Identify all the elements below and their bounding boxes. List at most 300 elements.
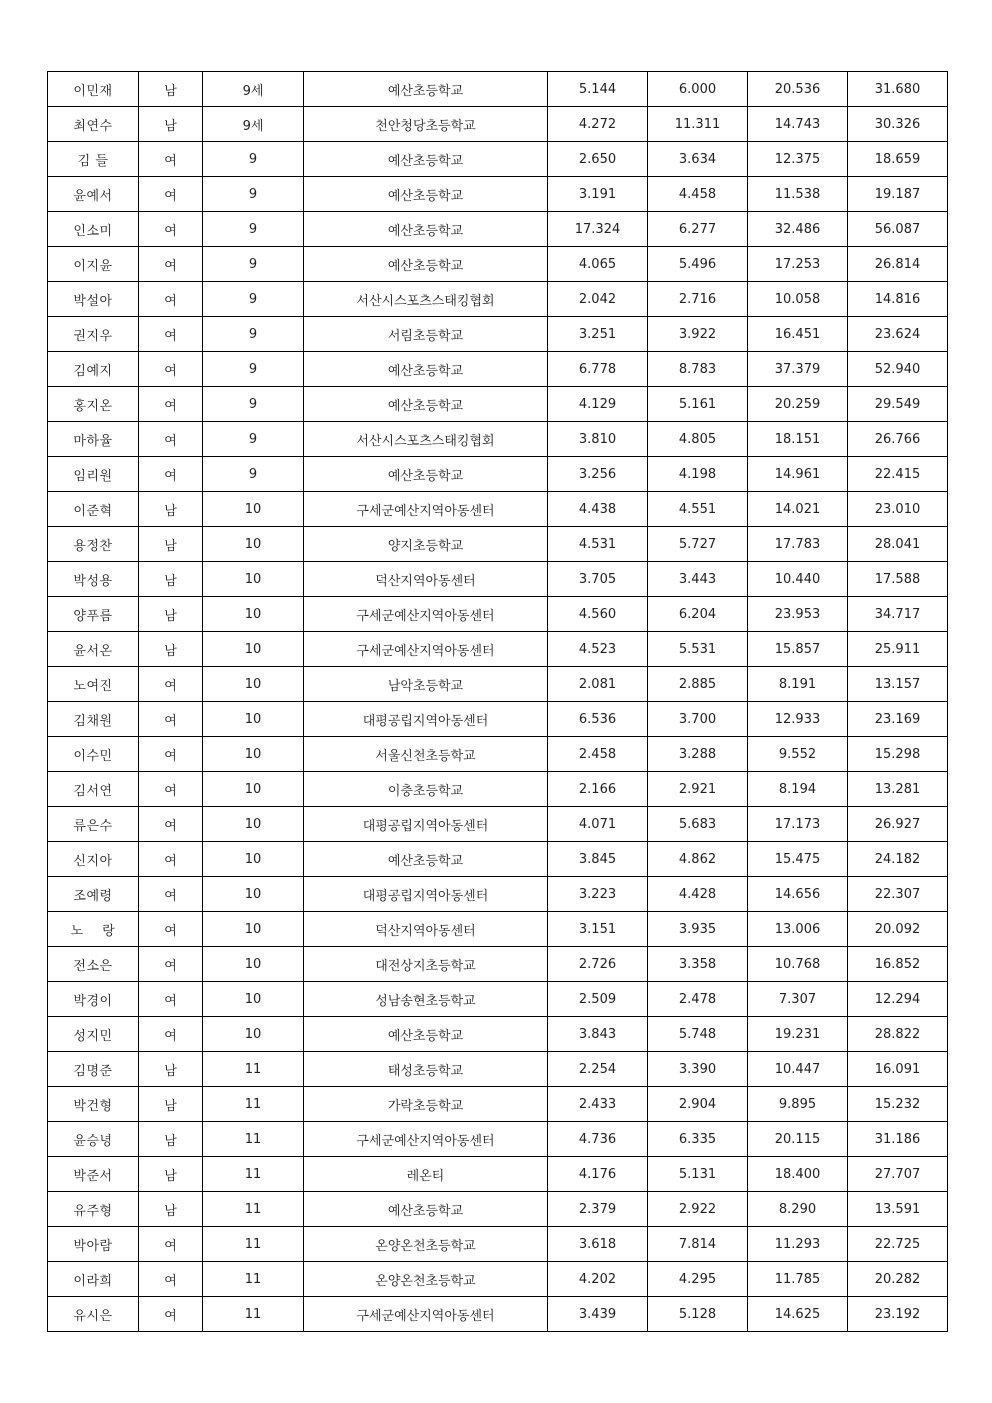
record-3-cell: 14.743	[748, 107, 848, 142]
record-3-cell: 12.375	[748, 142, 848, 177]
age-cell: 10	[203, 667, 304, 702]
table-row	[48, 982, 948, 1017]
age-cell: 9세	[203, 107, 304, 142]
gender-cell: 남	[139, 562, 203, 597]
age-cell: 9	[203, 247, 304, 282]
age-cell: 11	[203, 1157, 304, 1192]
total-cell: 24.182	[848, 842, 948, 877]
table-row	[48, 737, 948, 772]
gender-cell: 여	[139, 387, 203, 422]
total-cell: 29.549	[848, 387, 948, 422]
total-cell: 13.591	[848, 1192, 948, 1227]
name-cell: 용정찬	[48, 527, 139, 562]
total-cell: 20.092	[848, 912, 948, 947]
gender-cell: 여	[139, 877, 203, 912]
name-cell: 이수민	[48, 737, 139, 772]
gender-cell: 남	[139, 597, 203, 632]
name-cell: 박성용	[48, 562, 139, 597]
total-cell: 26.766	[848, 422, 948, 457]
record-3-cell: 8.191	[748, 667, 848, 702]
record-3-cell: 15.475	[748, 842, 848, 877]
gender-cell: 남	[139, 1157, 203, 1192]
table-row	[48, 72, 948, 107]
age-cell: 10	[203, 562, 304, 597]
record-3-cell: 8.290	[748, 1192, 848, 1227]
affiliation-cell: 예산초등학교	[304, 1017, 548, 1052]
record-1-cell: 3.618	[548, 1227, 648, 1262]
total-cell: 17.588	[848, 562, 948, 597]
total-cell: 13.281	[848, 772, 948, 807]
affiliation-cell: 구세군예산지역아동센터	[304, 632, 548, 667]
table-row	[48, 107, 948, 142]
record-3-cell: 18.400	[748, 1157, 848, 1192]
affiliation-cell: 예산초등학교	[304, 457, 548, 492]
gender-cell: 남	[139, 72, 203, 107]
age-cell: 10	[203, 877, 304, 912]
record-3-cell: 20.115	[748, 1122, 848, 1157]
record-3-cell: 14.021	[748, 492, 848, 527]
total-cell: 19.187	[848, 177, 948, 212]
record-2-cell: 4.428	[648, 877, 748, 912]
gender-cell: 남	[139, 1122, 203, 1157]
name-cell: 조예령	[48, 877, 139, 912]
age-cell: 11	[203, 1052, 304, 1087]
affiliation-cell: 가락초등학교	[304, 1087, 548, 1122]
results-table	[47, 71, 948, 1332]
name-cell: 양푸름	[48, 597, 139, 632]
record-1-cell: 2.458	[548, 737, 648, 772]
name-cell: 최연수	[48, 107, 139, 142]
record-3-cell: 17.253	[748, 247, 848, 282]
age-cell: 10	[203, 492, 304, 527]
table-row	[48, 1192, 948, 1227]
record-2-cell: 3.443	[648, 562, 748, 597]
table-row	[48, 422, 948, 457]
name-cell: 김채원	[48, 702, 139, 737]
record-2-cell: 2.885	[648, 667, 748, 702]
record-3-cell: 11.293	[748, 1227, 848, 1262]
gender-cell: 남	[139, 1052, 203, 1087]
record-3-cell: 11.538	[748, 177, 848, 212]
age-cell: 11	[203, 1192, 304, 1227]
total-cell: 18.659	[848, 142, 948, 177]
total-cell: 28.041	[848, 527, 948, 562]
record-2-cell: 6.277	[648, 212, 748, 247]
table-row	[48, 527, 948, 562]
record-2-cell: 3.288	[648, 737, 748, 772]
affiliation-cell: 남악초등학교	[304, 667, 548, 702]
table-row	[48, 1087, 948, 1122]
gender-cell: 여	[139, 317, 203, 352]
name-cell: 임리원	[48, 457, 139, 492]
age-cell: 10	[203, 527, 304, 562]
age-cell: 9	[203, 142, 304, 177]
name-cell: 류은수	[48, 807, 139, 842]
name-cell: 박설아	[48, 282, 139, 317]
record-3-cell: 10.768	[748, 947, 848, 982]
table-row	[48, 562, 948, 597]
gender-cell: 여	[139, 212, 203, 247]
name-cell: 노여진	[48, 667, 139, 702]
total-cell: 16.091	[848, 1052, 948, 1087]
record-3-cell: 16.451	[748, 317, 848, 352]
total-cell: 22.725	[848, 1227, 948, 1262]
gender-cell: 남	[139, 527, 203, 562]
record-3-cell: 14.625	[748, 1297, 848, 1332]
record-3-cell: 11.785	[748, 1262, 848, 1297]
table-row	[48, 1262, 948, 1297]
name-cell: 박건형	[48, 1087, 139, 1122]
name-cell: 전소은	[48, 947, 139, 982]
record-3-cell: 20.259	[748, 387, 848, 422]
record-2-cell: 2.921	[648, 772, 748, 807]
affiliation-cell: 천안청당초등학교	[304, 107, 548, 142]
age-cell: 10	[203, 597, 304, 632]
record-2-cell: 4.458	[648, 177, 748, 212]
record-2-cell: 2.716	[648, 282, 748, 317]
affiliation-cell: 예산초등학교	[304, 1192, 548, 1227]
record-2-cell: 5.748	[648, 1017, 748, 1052]
gender-cell: 여	[139, 247, 203, 282]
affiliation-cell: 예산초등학교	[304, 177, 548, 212]
name-cell: 박경이	[48, 982, 139, 1017]
record-3-cell: 12.933	[748, 702, 848, 737]
table-row	[48, 387, 948, 422]
name-cell: 유시은	[48, 1297, 139, 1332]
affiliation-cell: 서림초등학교	[304, 317, 548, 352]
record-1-cell: 3.251	[548, 317, 648, 352]
record-1-cell: 3.191	[548, 177, 648, 212]
record-1-cell: 2.379	[548, 1192, 648, 1227]
age-cell: 9	[203, 387, 304, 422]
affiliation-cell: 덕산지역아동센터	[304, 562, 548, 597]
age-cell: 11	[203, 1262, 304, 1297]
record-1-cell: 2.433	[548, 1087, 648, 1122]
age-cell: 11	[203, 1122, 304, 1157]
gender-cell: 남	[139, 492, 203, 527]
record-3-cell: 9.552	[748, 737, 848, 772]
name-cell: 이준혁	[48, 492, 139, 527]
affiliation-cell: 대전상지초등학교	[304, 947, 548, 982]
record-1-cell: 2.081	[548, 667, 648, 702]
name-cell: 이민재	[48, 72, 139, 107]
name-cell: 유주형	[48, 1192, 139, 1227]
affiliation-cell: 온양온천초등학교	[304, 1262, 548, 1297]
record-1-cell: 17.324	[548, 212, 648, 247]
name-cell: 권지우	[48, 317, 139, 352]
table-row	[48, 212, 948, 247]
record-2-cell: 5.131	[648, 1157, 748, 1192]
age-cell: 9	[203, 282, 304, 317]
record-3-cell: 32.486	[748, 212, 848, 247]
affiliation-cell: 예산초등학교	[304, 352, 548, 387]
name-cell: 김서연	[48, 772, 139, 807]
total-cell: 22.307	[848, 877, 948, 912]
total-cell: 26.814	[848, 247, 948, 282]
age-cell: 10	[203, 947, 304, 982]
record-1-cell: 4.202	[548, 1262, 648, 1297]
table-row	[48, 1227, 948, 1262]
affiliation-cell: 서산시스포츠스태킹협회	[304, 282, 548, 317]
record-1-cell: 4.176	[548, 1157, 648, 1192]
age-cell: 9	[203, 177, 304, 212]
total-cell: 23.169	[848, 702, 948, 737]
affiliation-cell: 서산시스포츠스태킹협회	[304, 422, 548, 457]
total-cell: 31.186	[848, 1122, 948, 1157]
total-cell: 22.415	[848, 457, 948, 492]
affiliation-cell: 서울신천초등학교	[304, 737, 548, 772]
record-3-cell: 17.783	[748, 527, 848, 562]
affiliation-cell: 대평공립지역아동센터	[304, 807, 548, 842]
affiliation-cell: 온양온천초등학교	[304, 1227, 548, 1262]
record-1-cell: 2.726	[548, 947, 648, 982]
gender-cell: 남	[139, 632, 203, 667]
affiliation-cell: 예산초등학교	[304, 212, 548, 247]
record-3-cell: 14.961	[748, 457, 848, 492]
table-row	[48, 772, 948, 807]
gender-cell: 여	[139, 1262, 203, 1297]
record-1-cell: 3.843	[548, 1017, 648, 1052]
gender-cell: 여	[139, 282, 203, 317]
record-3-cell: 17.173	[748, 807, 848, 842]
table-row	[48, 912, 948, 947]
affiliation-cell: 예산초등학교	[304, 387, 548, 422]
gender-cell: 여	[139, 912, 203, 947]
name-cell: 이지윤	[48, 247, 139, 282]
table-row	[48, 842, 948, 877]
record-2-cell: 4.805	[648, 422, 748, 457]
table-row	[48, 1157, 948, 1192]
age-cell: 9	[203, 457, 304, 492]
table-row	[48, 1297, 948, 1332]
record-1-cell: 2.650	[548, 142, 648, 177]
record-1-cell: 4.129	[548, 387, 648, 422]
table-row	[48, 177, 948, 212]
gender-cell: 여	[139, 807, 203, 842]
affiliation-cell: 구세군예산지역아동센터	[304, 492, 548, 527]
name-cell: 윤예서	[48, 177, 139, 212]
table-row	[48, 632, 948, 667]
record-2-cell: 4.198	[648, 457, 748, 492]
total-cell: 25.911	[848, 632, 948, 667]
record-2-cell: 6.000	[648, 72, 748, 107]
record-3-cell: 14.656	[748, 877, 848, 912]
record-1-cell: 4.560	[548, 597, 648, 632]
record-3-cell: 10.058	[748, 282, 848, 317]
name-cell: 김 들	[48, 142, 139, 177]
age-cell: 10	[203, 1017, 304, 1052]
record-1-cell: 3.810	[548, 422, 648, 457]
affiliation-cell: 예산초등학교	[304, 842, 548, 877]
table-row	[48, 1052, 948, 1087]
affiliation-cell: 레온티	[304, 1157, 548, 1192]
record-1-cell: 3.151	[548, 912, 648, 947]
age-cell: 10	[203, 807, 304, 842]
affiliation-cell: 양지초등학교	[304, 527, 548, 562]
table-row	[48, 702, 948, 737]
record-1-cell: 6.536	[548, 702, 648, 737]
record-2-cell: 3.935	[648, 912, 748, 947]
record-3-cell: 8.194	[748, 772, 848, 807]
record-3-cell: 15.857	[748, 632, 848, 667]
record-2-cell: 5.496	[648, 247, 748, 282]
age-cell: 10	[203, 632, 304, 667]
gender-cell: 여	[139, 982, 203, 1017]
record-2-cell: 3.390	[648, 1052, 748, 1087]
record-2-cell: 2.478	[648, 982, 748, 1017]
table-row	[48, 282, 948, 317]
affiliation-cell: 대평공립지역아동센터	[304, 702, 548, 737]
gender-cell: 여	[139, 1227, 203, 1262]
age-cell: 11	[203, 1297, 304, 1332]
total-cell: 31.680	[848, 72, 948, 107]
record-3-cell: 13.006	[748, 912, 848, 947]
record-2-cell: 5.161	[648, 387, 748, 422]
age-cell: 11	[203, 1227, 304, 1262]
age-cell: 10	[203, 772, 304, 807]
record-2-cell: 6.335	[648, 1122, 748, 1157]
record-1-cell: 3.439	[548, 1297, 648, 1332]
record-1-cell: 4.272	[548, 107, 648, 142]
record-1-cell: 4.523	[548, 632, 648, 667]
age-cell: 10	[203, 912, 304, 947]
total-cell: 14.816	[848, 282, 948, 317]
total-cell: 56.087	[848, 212, 948, 247]
record-2-cell: 3.358	[648, 947, 748, 982]
record-3-cell: 23.953	[748, 597, 848, 632]
record-1-cell: 4.438	[548, 492, 648, 527]
gender-cell: 여	[139, 142, 203, 177]
record-2-cell: 3.922	[648, 317, 748, 352]
gender-cell: 여	[139, 667, 203, 702]
affiliation-cell: 성남송현초등학교	[304, 982, 548, 1017]
table-row	[48, 807, 948, 842]
record-1-cell: 3.223	[548, 877, 648, 912]
name-cell: 이라희	[48, 1262, 139, 1297]
table-row	[48, 1017, 948, 1052]
record-2-cell: 5.683	[648, 807, 748, 842]
record-2-cell: 2.904	[648, 1087, 748, 1122]
record-3-cell: 7.307	[748, 982, 848, 1017]
name-cell: 노 랑	[48, 912, 139, 947]
total-cell: 15.232	[848, 1087, 948, 1122]
record-2-cell: 5.128	[648, 1297, 748, 1332]
gender-cell: 여	[139, 177, 203, 212]
table-row	[48, 142, 948, 177]
age-cell: 9세	[203, 72, 304, 107]
record-2-cell: 8.783	[648, 352, 748, 387]
gender-cell: 남	[139, 1087, 203, 1122]
record-2-cell: 5.727	[648, 527, 748, 562]
table-row	[48, 877, 948, 912]
name-cell: 인소미	[48, 212, 139, 247]
gender-cell: 여	[139, 352, 203, 387]
name-cell: 박아람	[48, 1227, 139, 1262]
table-row	[48, 352, 948, 387]
table-row	[48, 457, 948, 492]
affiliation-cell: 구세군예산지역아동센터	[304, 597, 548, 632]
record-2-cell: 4.295	[648, 1262, 748, 1297]
total-cell: 26.927	[848, 807, 948, 842]
record-3-cell: 10.447	[748, 1052, 848, 1087]
total-cell: 16.852	[848, 947, 948, 982]
total-cell: 27.707	[848, 1157, 948, 1192]
total-cell: 28.822	[848, 1017, 948, 1052]
record-1-cell: 2.254	[548, 1052, 648, 1087]
record-1-cell: 5.144	[548, 72, 648, 107]
table-row	[48, 492, 948, 527]
record-2-cell: 3.700	[648, 702, 748, 737]
record-2-cell: 6.204	[648, 597, 748, 632]
table-row	[48, 667, 948, 702]
gender-cell: 여	[139, 947, 203, 982]
gender-cell: 남	[139, 1192, 203, 1227]
record-1-cell: 2.042	[548, 282, 648, 317]
age-cell: 10	[203, 842, 304, 877]
record-1-cell: 4.736	[548, 1122, 648, 1157]
affiliation-cell: 대평공립지역아동센터	[304, 877, 548, 912]
name-cell: 박준서	[48, 1157, 139, 1192]
table-row	[48, 317, 948, 352]
age-cell: 10	[203, 702, 304, 737]
total-cell: 20.282	[848, 1262, 948, 1297]
record-2-cell: 11.311	[648, 107, 748, 142]
name-cell: 홍지온	[48, 387, 139, 422]
name-cell: 마하율	[48, 422, 139, 457]
record-1-cell: 2.509	[548, 982, 648, 1017]
total-cell: 52.940	[848, 352, 948, 387]
total-cell: 23.192	[848, 1297, 948, 1332]
gender-cell: 여	[139, 1297, 203, 1332]
table-row	[48, 947, 948, 982]
age-cell: 10	[203, 737, 304, 772]
record-3-cell: 10.440	[748, 562, 848, 597]
record-1-cell: 3.845	[548, 842, 648, 877]
affiliation-cell: 예산초등학교	[304, 247, 548, 282]
age-cell: 9	[203, 317, 304, 352]
gender-cell: 남	[139, 107, 203, 142]
gender-cell: 여	[139, 702, 203, 737]
age-cell: 9	[203, 352, 304, 387]
record-2-cell: 4.862	[648, 842, 748, 877]
gender-cell: 여	[139, 1017, 203, 1052]
record-2-cell: 2.922	[648, 1192, 748, 1227]
affiliation-cell: 구세군예산지역아동센터	[304, 1297, 548, 1332]
record-2-cell: 4.551	[648, 492, 748, 527]
record-1-cell: 2.166	[548, 772, 648, 807]
affiliation-cell: 구세군예산지역아동센터	[304, 1122, 548, 1157]
record-3-cell: 19.231	[748, 1017, 848, 1052]
name-cell: 신지아	[48, 842, 139, 877]
total-cell: 13.157	[848, 667, 948, 702]
table-row	[48, 597, 948, 632]
affiliation-cell: 이충초등학교	[304, 772, 548, 807]
age-cell: 11	[203, 1087, 304, 1122]
name-cell: 윤서온	[48, 632, 139, 667]
total-cell: 30.326	[848, 107, 948, 142]
record-2-cell: 3.634	[648, 142, 748, 177]
affiliation-cell: 예산초등학교	[304, 142, 548, 177]
record-2-cell: 5.531	[648, 632, 748, 667]
total-cell: 23.010	[848, 492, 948, 527]
record-3-cell: 9.895	[748, 1087, 848, 1122]
record-3-cell: 20.536	[748, 72, 848, 107]
record-1-cell: 3.705	[548, 562, 648, 597]
age-cell: 9	[203, 422, 304, 457]
gender-cell: 여	[139, 422, 203, 457]
record-3-cell: 18.151	[748, 422, 848, 457]
affiliation-cell: 태성초등학교	[304, 1052, 548, 1087]
